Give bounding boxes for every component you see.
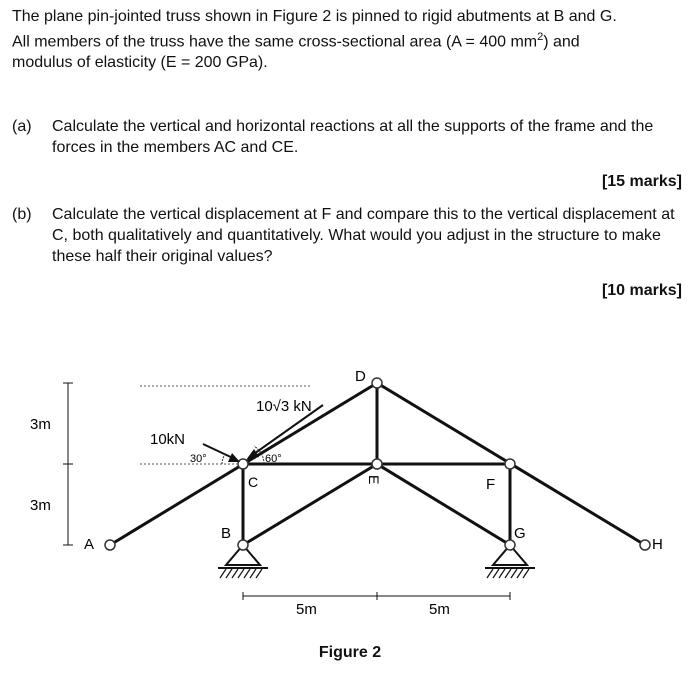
- truss-figure: [0, 340, 700, 640]
- angle-arc-30: [222, 454, 225, 464]
- dim-label-span-right: 5m: [429, 601, 450, 618]
- intro-line-2-a: All members of the truss have the same cross-sectional area (A = 400 mm: [12, 33, 538, 51]
- joint-C: [238, 459, 248, 469]
- node-label-E: E: [366, 475, 382, 485]
- angle-label-60: 60°: [265, 453, 282, 465]
- member-BE: [243, 464, 377, 545]
- joint-H: [640, 540, 650, 550]
- figure-caption: Figure 2: [318, 644, 382, 661]
- joint-E: [372, 459, 382, 469]
- node-label-F: F: [486, 476, 496, 493]
- node-label-B: B: [221, 525, 232, 542]
- joint-B: [238, 540, 248, 550]
- intro-line-3: modulus of elasticity (E = 200 GPa).: [12, 54, 268, 72]
- intro-superscript: 2: [537, 31, 544, 43]
- part-b-text: Calculate the vertical displacement at F and compare this to the vertical displacement at C, both qualitatively and quantitatively. What would you adjust in the structure to make these half their original values?: [52, 206, 675, 265]
- problem-intro: [12, 6, 692, 73]
- load-label-inclined: 10√3 kN: [256, 398, 312, 415]
- part-a-marks: [15 marks]: [601, 173, 682, 190]
- part-b-label: (b): [12, 206, 32, 223]
- part-a-text: Calculate the vertical and horizontal reactions at all the supports of the frame and the forces in the members AC and CE.: [52, 118, 654, 156]
- part-b-marks: [10 marks]: [601, 282, 682, 299]
- joint-A: [105, 540, 115, 550]
- part-a-label: (a): [12, 118, 32, 135]
- node-label-G: G: [514, 525, 526, 542]
- dim-label-height-upper: 3m: [30, 416, 51, 433]
- intro-line-2: [12, 27, 692, 52]
- intro-line-2-b: ) and: [543, 33, 580, 51]
- node-label-D: D: [355, 368, 366, 385]
- node-label-H: H: [652, 536, 663, 553]
- dim-label-height-lower: 3m: [30, 497, 51, 514]
- joint-D: [372, 378, 382, 388]
- dim-label-span-left: 5m: [296, 601, 317, 618]
- angle-label-30: 30°: [190, 453, 207, 465]
- node-label-C: C: [248, 474, 259, 490]
- joint-F: [505, 459, 515, 469]
- node-label-A: A: [84, 536, 95, 553]
- intro-line-1: The plane pin-jointed truss shown in Figure 2 is pinned to rigid abutments at B and G.: [12, 8, 617, 25]
- load-horizontal-arrow: [203, 444, 240, 462]
- load-label-horizontal: 10kN: [150, 431, 186, 448]
